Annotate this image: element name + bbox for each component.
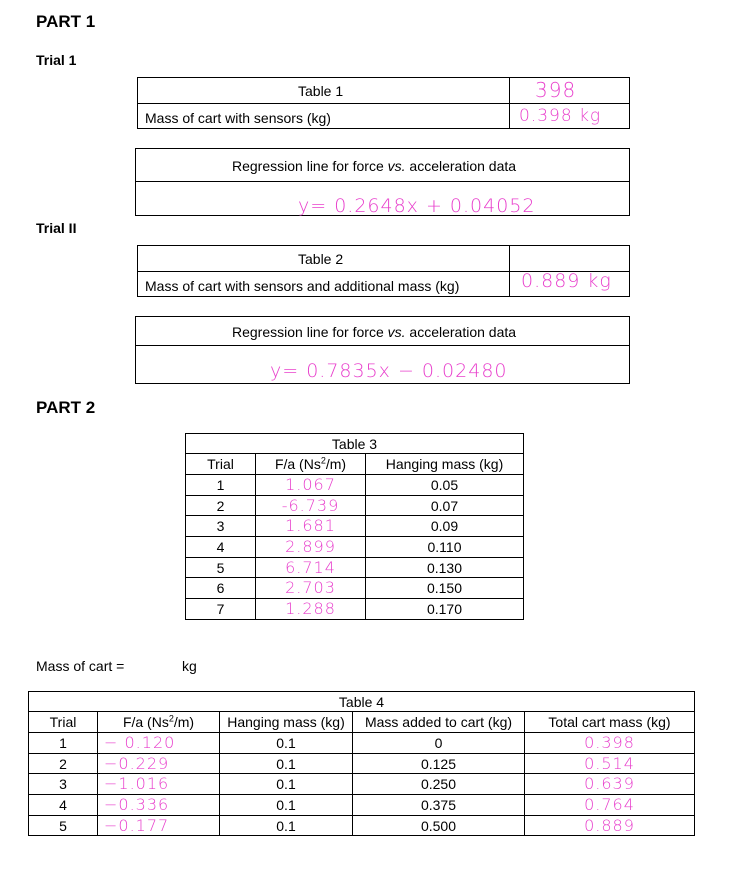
table4 xyxy=(28,691,695,836)
table4-fa-cell xyxy=(98,795,220,816)
table4-trial-cell: 1 xyxy=(29,733,98,754)
table4-total-hw: 0.639 xyxy=(584,774,635,794)
table3-fa-cell xyxy=(256,537,366,558)
table3-fa-cell xyxy=(256,578,366,599)
table1-hw-value: 0.398 kg xyxy=(519,106,602,126)
trial1-label: Trial 1 xyxy=(36,52,77,68)
table4-total-cell xyxy=(525,815,695,836)
table4-fa-hw: −0.229 xyxy=(104,753,170,773)
table4-total-hw: 0.514 xyxy=(584,753,635,773)
table4-total-cell xyxy=(525,733,695,754)
table3-hanging-cell: 0.05 xyxy=(366,475,524,496)
table4-added-cell: 0 xyxy=(353,733,525,754)
table3-header-trial: Trial xyxy=(186,454,256,475)
table3 xyxy=(185,433,524,620)
table3-trial-cell: 5 xyxy=(186,557,256,578)
table3-header-fa: F/a (Ns$^2$/m) xyxy=(256,454,366,475)
table3-row xyxy=(186,578,524,599)
table1-hw-top: 398 xyxy=(535,78,577,102)
table4-total-hw: 0.889 xyxy=(584,815,635,835)
table4-total-cell xyxy=(525,795,695,816)
table4-hanging-cell: 0.1 xyxy=(220,795,353,816)
table4-fa-hw: −1.016 xyxy=(104,774,170,794)
table4-header-fa: F/a (Ns$^2$/m) xyxy=(98,712,220,733)
table4-hanging-cell: 0.1 xyxy=(220,815,353,836)
table4-fa-hw: −0.177 xyxy=(104,815,170,835)
table4-fa-hw: − 0.120 xyxy=(104,732,176,752)
table4-total-hw: 0.398 xyxy=(584,732,635,752)
table3-hanging-cell: 0.110 xyxy=(366,537,524,558)
table3-fa-hw: 2.899 xyxy=(285,536,336,556)
table3-fa-hw: -6.739 xyxy=(281,495,340,515)
table3-trial-cell: 3 xyxy=(186,516,256,537)
table3-hanging-cell: 0.07 xyxy=(366,495,524,516)
table3-row xyxy=(186,599,524,620)
table3-hanging-cell: 0.170 xyxy=(366,599,524,620)
part2-heading: PART 2 xyxy=(36,398,96,417)
table4-row xyxy=(29,815,695,836)
regression1-title: Regression line for force vs. acceleration data xyxy=(232,158,517,174)
table4-fa-cell xyxy=(98,733,220,754)
mass-of-cart-unit: kg xyxy=(182,658,197,674)
table3-title: Table 3 xyxy=(186,434,524,454)
table3-fa-cell xyxy=(256,557,366,578)
table4-trial-cell: 3 xyxy=(29,774,98,795)
table2-title: Table 2 xyxy=(298,251,344,267)
table3-row xyxy=(186,516,524,537)
table3-fa-hw: 1.288 xyxy=(285,598,336,618)
table4-row xyxy=(29,795,695,816)
table3-trial-cell: 2 xyxy=(186,495,256,516)
table3-fa-cell xyxy=(256,495,366,516)
table3-hanging-cell: 0.150 xyxy=(366,578,524,599)
table3-fa-cell xyxy=(256,475,366,496)
table3-hanging-cell: 0.130 xyxy=(366,557,524,578)
table3-row xyxy=(186,557,524,578)
table1-title: Table 1 xyxy=(298,83,344,99)
table4-header-trial: Trial xyxy=(29,712,98,733)
table4-fa-cell xyxy=(98,753,220,774)
table4-hanging-cell: 0.1 xyxy=(220,753,353,774)
table4-trial-cell: 4 xyxy=(29,795,98,816)
table3-hanging-cell: 0.09 xyxy=(366,516,524,537)
table4-total-hw: 0.764 xyxy=(584,794,635,814)
table4-row xyxy=(29,774,695,795)
table3-trial-cell: 4 xyxy=(186,537,256,558)
table2-hw-value: 0.889 kg xyxy=(521,270,612,292)
table4-fa-cell xyxy=(98,815,220,836)
table3-trial-cell: 7 xyxy=(186,599,256,620)
table3-row xyxy=(186,475,524,496)
part1-heading: PART 1 xyxy=(36,12,96,31)
table4-hanging-cell: 0.1 xyxy=(220,733,353,754)
table4-header-added: Mass added to cart (kg) xyxy=(353,712,525,733)
table4-row xyxy=(29,733,695,754)
table4-added-cell: 0.250 xyxy=(353,774,525,795)
table4-added-cell: 0.375 xyxy=(353,795,525,816)
table4-fa-cell xyxy=(98,774,220,795)
table4-trial-cell: 2 xyxy=(29,753,98,774)
trial2-label: Trial II xyxy=(36,220,77,236)
table3-header-hanging: Hanging mass (kg) xyxy=(366,454,524,475)
regression1-hw-equation: y= 0.2648x + 0.04052 xyxy=(298,195,536,217)
table1-row-label: Mass of cart with sensors (kg) xyxy=(145,110,331,126)
mass-of-cart-label: Mass of cart = xyxy=(36,658,125,674)
table3-fa-hw: 1.067 xyxy=(285,474,336,494)
table4-total-cell xyxy=(525,753,695,774)
table3-fa-hw: 2.703 xyxy=(285,578,336,598)
table3-fa-cell xyxy=(256,599,366,620)
table3-fa-hw: 1.681 xyxy=(285,516,336,536)
table4-added-cell: 0.500 xyxy=(353,815,525,836)
table4-added-cell: 0.125 xyxy=(353,753,525,774)
table4-hanging-cell: 0.1 xyxy=(220,774,353,795)
table2-row-label: Mass of cart with sensors and additional mass (kg) xyxy=(145,278,460,294)
table3-row xyxy=(186,537,524,558)
table3-fa-cell xyxy=(256,516,366,537)
table4-header-hanging: Hanging mass (kg) xyxy=(220,712,353,733)
table4-total-cell xyxy=(525,774,695,795)
table4-title: Table 4 xyxy=(29,692,695,712)
table3-trial-cell: 6 xyxy=(186,578,256,599)
table4-header-total: Total cart mass (kg) xyxy=(525,712,695,733)
regression2-title: Regression line for force vs. acceleration data xyxy=(232,324,517,340)
table4-fa-hw: −0.336 xyxy=(104,794,170,814)
table4-row xyxy=(29,753,695,774)
table3-trial-cell: 1 xyxy=(186,475,256,496)
table3-fa-hw: 6.714 xyxy=(285,557,336,577)
regression2-hw-equation: y= 0.7835x − 0.02480 xyxy=(270,360,508,382)
table4-trial-cell: 5 xyxy=(29,815,98,836)
table3-row xyxy=(186,495,524,516)
